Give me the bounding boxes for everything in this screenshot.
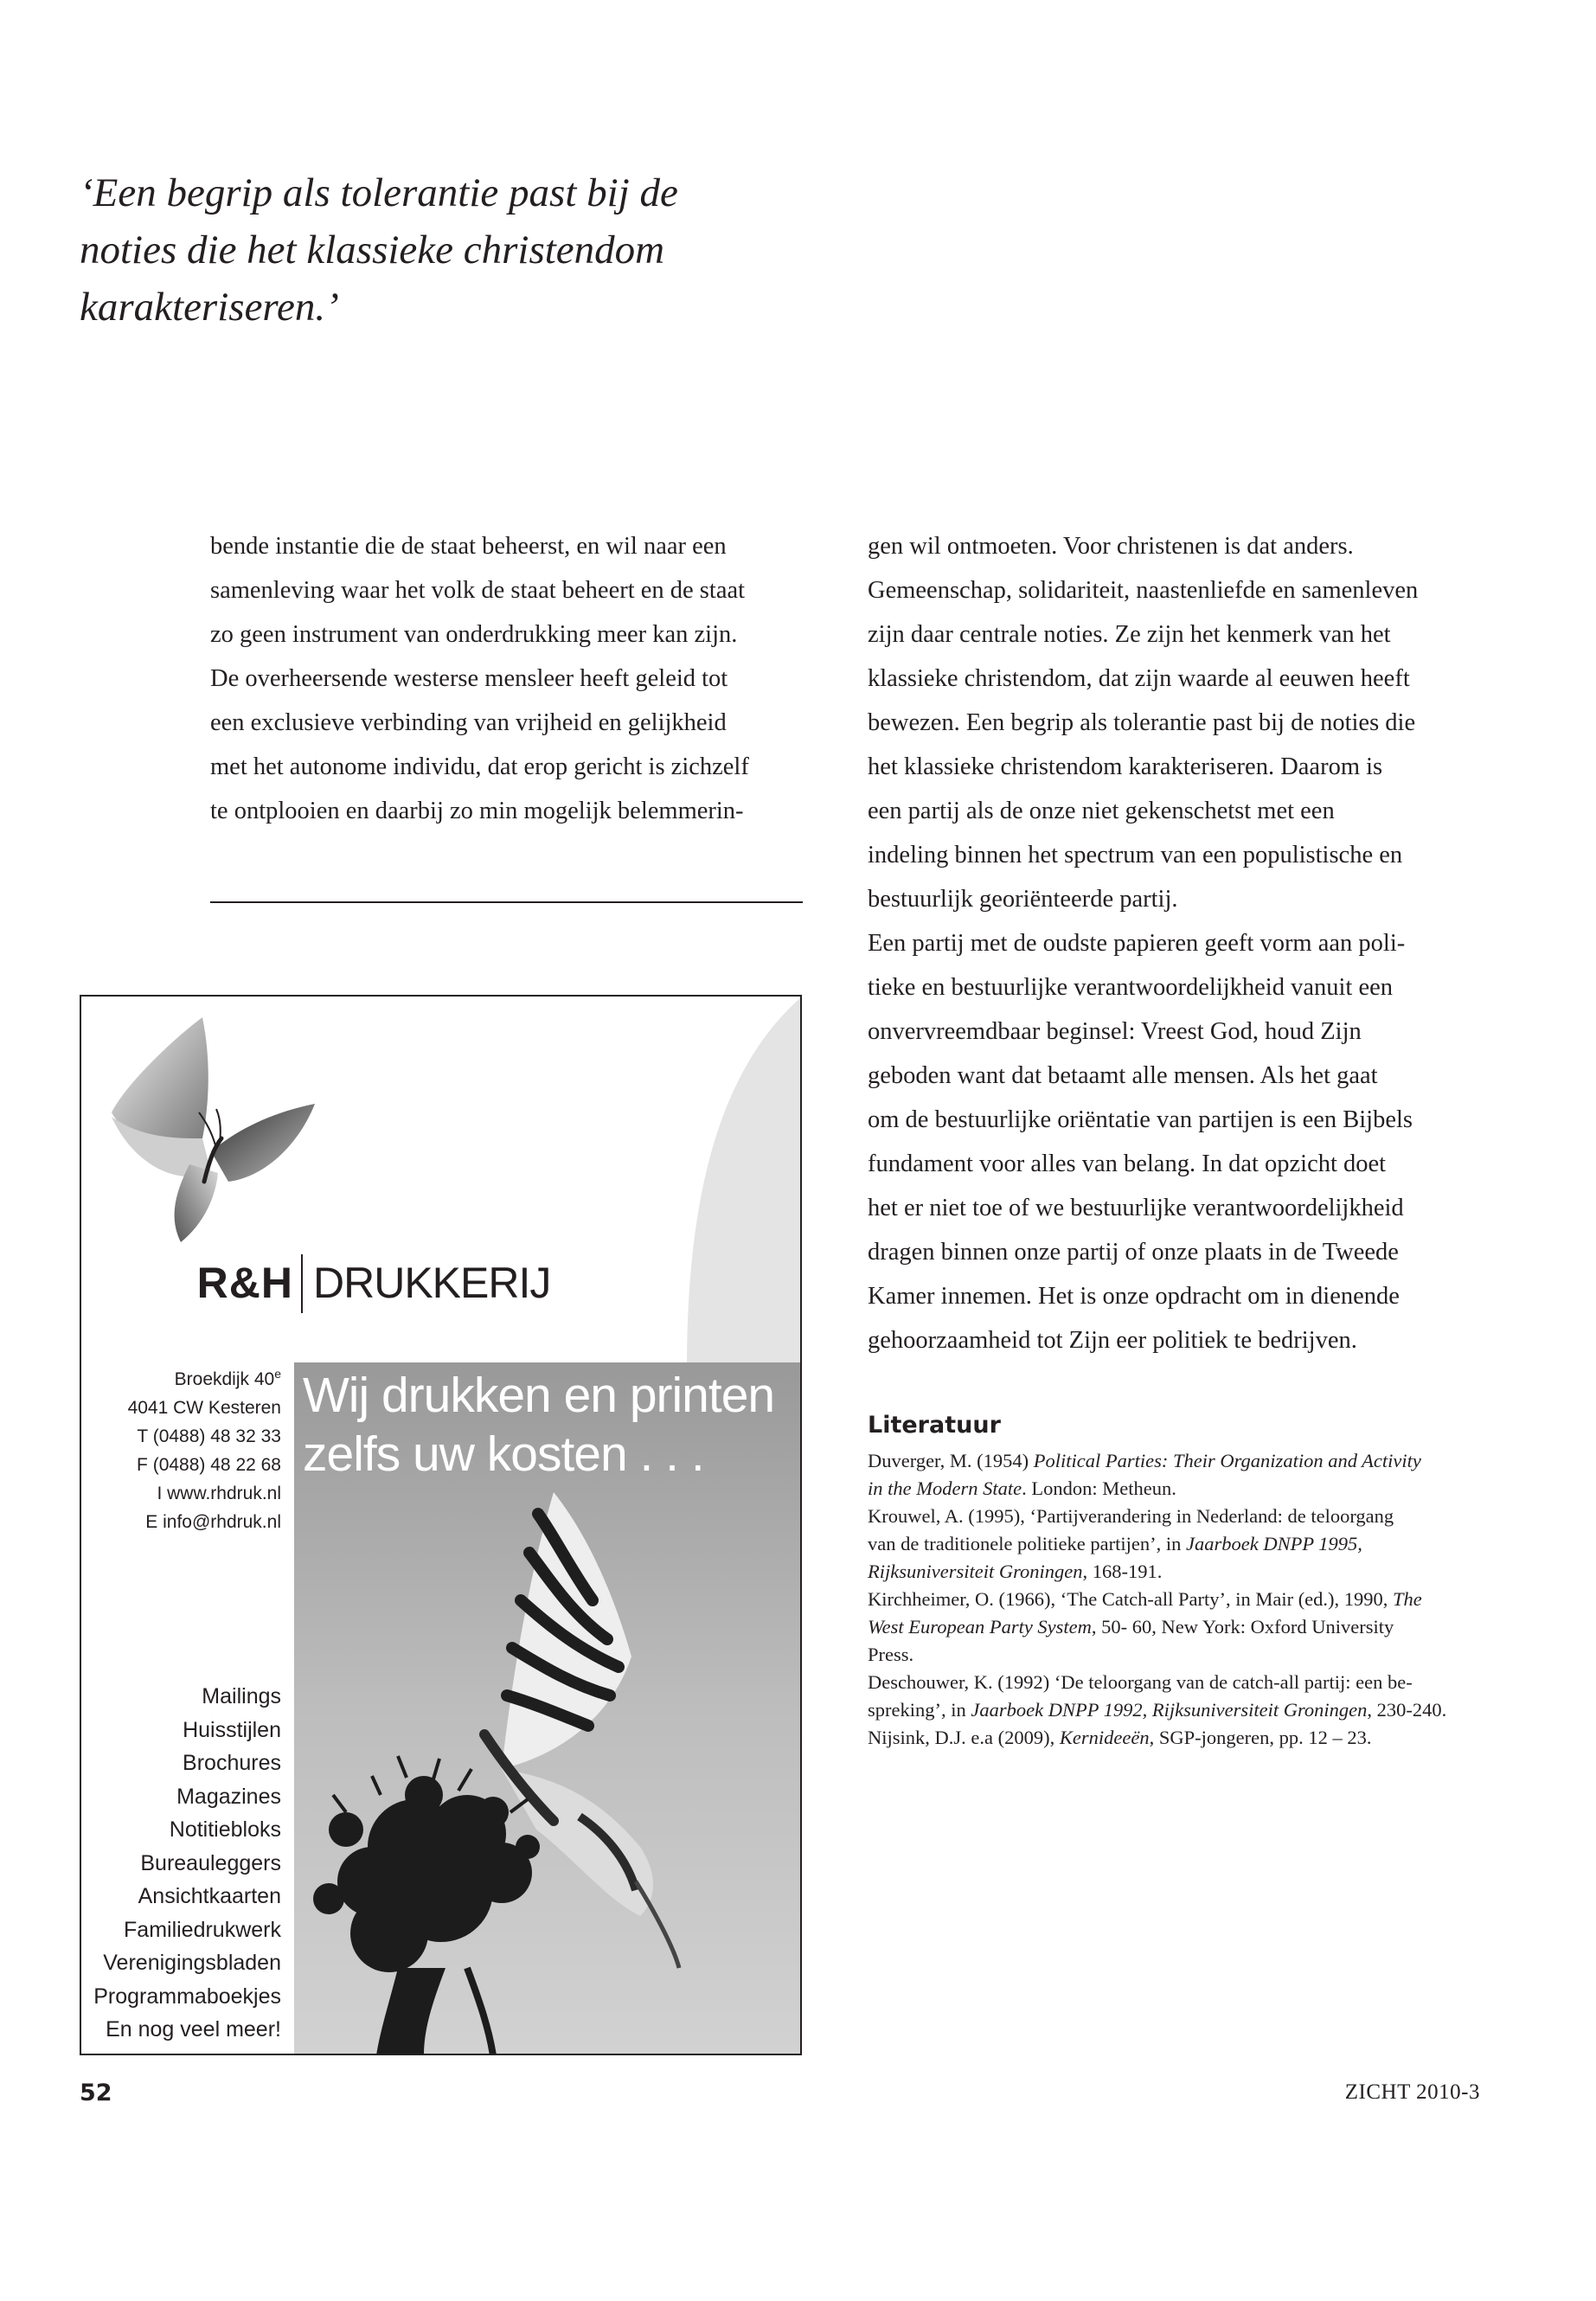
body-text-line: onvervreemdbaar beginsel: Vreest God, houd Zijn — [868, 1018, 1362, 1045]
butterfly-logo-icon — [107, 1009, 315, 1251]
reference-text: , 50- 60, New York: Oxford University — [1091, 1616, 1394, 1638]
reference-text: Krouwel, A. (1995), ‘Partijverandering in Nederland: de teloorgang — [868, 1505, 1394, 1527]
body-column-right — [868, 524, 1418, 1362]
reference-title: The — [1393, 1588, 1422, 1610]
slogan-line: zelfs uw kosten . . . — [303, 1426, 704, 1482]
literature-heading: Literatuur — [868, 1412, 1001, 1439]
reference-line — [868, 1613, 1465, 1641]
reference-text: Nijsink, D.J. e.a (2009), — [868, 1727, 1060, 1748]
slogan — [303, 1366, 774, 1484]
reference-text: Kirchheimer, O. (1966), ‘The Catch-all Party’, in Mair (ed.), 1990, — [868, 1588, 1394, 1610]
body-text-line: met het autonome individu, dat erop gericht is zichzelf — [210, 753, 749, 780]
service-item: Magazines — [176, 1784, 281, 1809]
body-text-line: bestuurlijk georiënteerde partij. — [868, 886, 1178, 913]
body-text-line: Kamer innemen. Het is onze opdracht om in dienende — [868, 1283, 1400, 1310]
service-item: Notitiebloks — [169, 1817, 281, 1842]
service-item: Brochures — [183, 1751, 281, 1775]
body-text-line: indeling binnen het spectrum van een populistische en — [868, 842, 1403, 868]
reference-title: Kernideeën — [1059, 1727, 1150, 1748]
body-text-line: om de bestuurlijke oriëntatie van partijen is een Bijbels — [868, 1106, 1413, 1133]
services-list — [93, 1680, 281, 2047]
body-text-line: samenleving waar het volk de staat beheert en de staat — [210, 577, 746, 604]
body-text-line: dragen binnen onze partij of onze plaats in de Tweede — [868, 1239, 1399, 1266]
reference-text: spreking’, in — [868, 1699, 971, 1721]
body-text-line: bewezen. Een begrip als tolerantie past bij de noties die — [868, 709, 1416, 736]
body-text-line: tieke en bestuurlijke verantwoordelijkheid vanuit een — [868, 974, 1394, 1001]
reference-title: in the Modern State — [868, 1477, 1022, 1499]
body-text-line: geboden want dat betaamt alle mensen. Als het gaat — [868, 1062, 1378, 1089]
service-item: Huisstijlen — [183, 1717, 281, 1742]
pull-quote-line: ‘Een begrip als tolerantie past bij de — [80, 170, 678, 215]
contact-street: Broekdijk 40e — [174, 1367, 281, 1389]
brand-divider — [301, 1254, 303, 1313]
reference-text: , SGP-jongeren, pp. 12 – 23. — [1149, 1727, 1372, 1748]
reference-line — [868, 1696, 1465, 1724]
pull-quote — [80, 164, 789, 336]
service-item: Bureauleggers — [140, 1850, 281, 1875]
contact-fax: F (0488) 48 22 68 — [137, 1455, 281, 1475]
pull-quote-line: karakteriseren.’ — [80, 285, 339, 330]
brand-type: DRUKKERIJ — [313, 1259, 551, 1307]
body-text-line: Een partij met de oudste papieren geeft vorm aan poli- — [868, 930, 1406, 957]
reference-text: van de traditionele politieke partijen’, in — [868, 1533, 1186, 1554]
literature-list — [868, 1447, 1465, 1752]
body-text-line: Gemeenschap, solidariteit, naastenliefde en samenleven — [868, 577, 1419, 604]
contact-email: E info@rhdruk.nl — [145, 1512, 281, 1532]
reference-text: , 168-191. — [1082, 1561, 1163, 1582]
body-text-line: bende instantie die de staat beheerst, en wil naar een — [210, 533, 727, 560]
service-item: Verenigingsbladen — [103, 1951, 281, 1975]
body-column-left — [210, 524, 749, 833]
reference-line — [868, 1447, 1465, 1475]
body-text-line: De overheersende westerse mensleer heeft geleid tot — [210, 665, 728, 692]
body-text-line: zo geen instrument van onderdrukking meer kan zijn. — [210, 621, 738, 648]
reference-text: Duverger, M. (1954) — [868, 1450, 1034, 1471]
butterfly-photo — [294, 1362, 802, 2055]
reference-line — [868, 1558, 1465, 1586]
body-text-line: zijn daar centrale noties. Ze zijn het kenmerk van het — [868, 621, 1391, 648]
body-text-line: fundament voor alles van belang. In dat opzicht doet — [868, 1150, 1387, 1177]
body-text-line: klassieke christendom, dat zijn waarde al eeuwen heeft — [868, 665, 1410, 692]
body-text-line: gehoorzaamheid tot Zijn eer politiek te bedrijven. — [868, 1327, 1357, 1354]
reference-text: Press. — [868, 1644, 914, 1665]
contact-details — [128, 1360, 281, 1536]
reference-title: Jaarboek DNPP 1992, Rijksuniversiteit Groningen — [971, 1699, 1368, 1721]
reference-text: Deschouwer, K. (1992) ‘De teloorgang van de catch-all partij: een be- — [868, 1671, 1413, 1693]
reference-line — [868, 1475, 1465, 1503]
body-text-line: gen wil ontmoeten. Voor christenen is dat anders. — [868, 533, 1354, 560]
reference-title: Jaarboek DNPP 1995, — [1186, 1533, 1362, 1554]
reference-line — [868, 1669, 1465, 1696]
service-item: Ansichtkaarten — [138, 1884, 281, 1908]
column-divider-rule — [210, 901, 803, 903]
body-text-line: het klassieke christendom karakteriseren. Daarom is — [868, 753, 1383, 780]
body-text-line: een partij als de onze niet gekenschetst met een — [868, 798, 1335, 824]
reference-line — [868, 1503, 1465, 1530]
magazine-issue: ZICHT 2010-3 — [1344, 2080, 1480, 2104]
reference-title: West European Party System — [868, 1616, 1092, 1638]
reference-line — [868, 1724, 1465, 1752]
reference-text: , 230-240. — [1367, 1699, 1447, 1721]
page-number: 52 — [80, 2080, 112, 2106]
printer-advertisement — [80, 995, 802, 2055]
brand-name: R&H — [196, 1259, 293, 1307]
reference-title: Political Parties: Their Organization and Activity — [1033, 1450, 1421, 1471]
reference-line — [868, 1530, 1465, 1558]
body-text-line: een exclusieve verbinding van vrijheid en gelijkheid — [210, 709, 727, 736]
contact-city: 4041 CW Kesteren — [127, 1398, 281, 1418]
service-item: En nog veel meer! — [106, 2017, 281, 2041]
reference-line — [868, 1641, 1465, 1669]
body-text-line: het er niet toe of we bestuurlijke verantwoordelijkheid — [868, 1195, 1404, 1221]
contact-website: I www.rhdruk.nl — [157, 1484, 281, 1503]
service-item: Familiedrukwerk — [124, 1917, 281, 1942]
reference-text: . London: Metheun. — [1022, 1477, 1176, 1499]
reference-title: Rijksuniversiteit Groningen — [868, 1561, 1083, 1582]
brand-line — [81, 1254, 802, 1315]
body-text-line: te ontplooien en daarbij zo min mogelijk belemmerin- — [210, 798, 744, 824]
pull-quote-line: noties die het klassieke christendom — [80, 228, 665, 272]
service-item: Mailings — [202, 1684, 281, 1708]
service-item: Programmaboekjes — [93, 1984, 281, 2009]
slogan-line: Wij drukken en printen — [303, 1368, 775, 1423]
reference-line — [868, 1586, 1465, 1613]
contact-phone: T (0488) 48 32 33 — [137, 1426, 281, 1446]
